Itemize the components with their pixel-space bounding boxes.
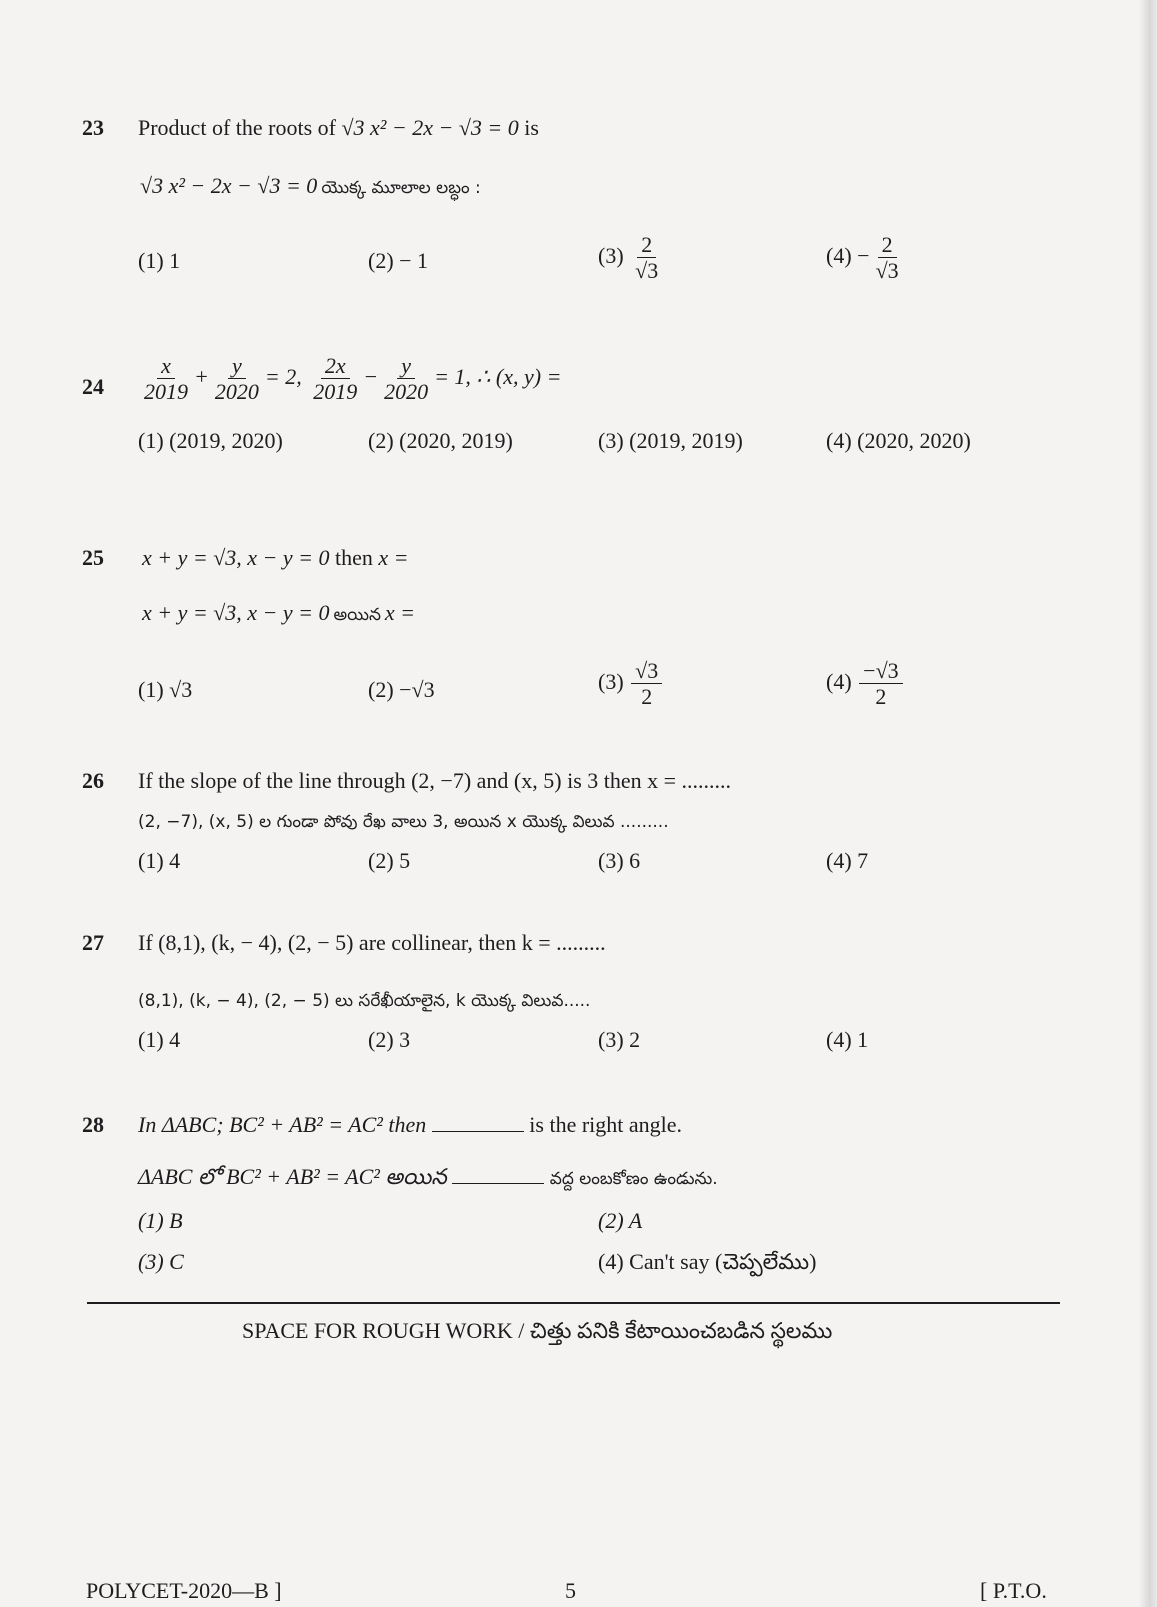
q25-option-2[interactable]: (2) −√3 — [368, 677, 435, 702]
question-27-text: If (8,1), (k, − 4), (2, − 5) are collinear, then k = ......... — [138, 930, 606, 955]
question-25-telugu — [142, 600, 415, 629]
q23-opt4-num: 2 — [878, 232, 897, 258]
q25-te-end: x = — [384, 600, 416, 625]
q24-f1-num: x — [157, 353, 175, 379]
q24-minus: − — [363, 363, 379, 389]
q26-option-1[interactable]: (1) 4 — [138, 848, 181, 873]
q28-option-1[interactable]: (1) B — [138, 1208, 183, 1233]
q28-option-3[interactable]: (3) C — [138, 1249, 184, 1274]
q23-option-4[interactable] — [826, 232, 905, 284]
page-edge-shadow — [1139, 0, 1157, 1607]
q28-en-post: is the right angle. — [529, 1112, 683, 1137]
q23-option-3[interactable] — [598, 232, 664, 284]
q25-te-text: అయిన — [333, 605, 381, 625]
q23-option-4-fraction — [872, 232, 903, 284]
q23-option-3-fraction — [631, 232, 662, 284]
q25-en-eq: x + y = √3, x − y = 0 — [142, 545, 330, 570]
q26-option-4[interactable]: (4) 7 — [826, 848, 869, 873]
footer-paper-code: POLYCET-2020—B ] — [86, 1578, 282, 1603]
question-23-text — [138, 115, 539, 141]
q24-eq2: = 1, ∴ (x, y) = — [434, 363, 562, 389]
q25-option-1[interactable]: (1) √3 — [138, 677, 193, 702]
q24-frac-2 — [211, 353, 263, 405]
q24-f3-num: 2x — [321, 353, 350, 379]
q23-opt3-den: √3 — [635, 258, 659, 284]
q23-te-text: యొక్క మూలాల లబ్ధం : — [321, 178, 481, 198]
q28-option-2[interactable]: (2) A — [598, 1208, 643, 1233]
q25-opt3-den: 2 — [641, 684, 653, 710]
question-number-27: 27 — [82, 930, 104, 955]
q24-option-1[interactable]: (1) (2019, 2020) — [138, 428, 283, 453]
footer-page-number: 5 — [565, 1578, 576, 1603]
q23-en-post: is — [524, 115, 539, 140]
q28-te-pre: ΔABC లో BC² + AB² = AC² అయిన — [138, 1164, 447, 1189]
question-28-telugu — [138, 1164, 718, 1195]
q25-option-3-fraction — [631, 658, 662, 710]
question-number-24: 24 — [82, 374, 104, 399]
q28-en-pre: In ΔABC; BC² + AB² = AC² then — [138, 1112, 427, 1137]
question-25-text — [142, 545, 409, 571]
rough-work-label: SPACE FOR ROUGH WORK / చిత్తు పనికి కేటాయించబడిన స్థలము — [242, 1318, 833, 1343]
question-26-telugu: (2, −7), (x, 5) ల గుండా పోవు రేఖ వాలు 3, అయిన x యొక్క విలువ ......... — [138, 812, 669, 832]
q23-en-pre: Product of the roots of — [138, 115, 336, 140]
q24-f2-num: y — [228, 353, 246, 379]
rough-work-divider — [87, 1302, 1060, 1304]
q25-te-eq: x + y = √3, x − y = 0 — [142, 600, 330, 625]
q23-option-1[interactable]: (1) 1 — [138, 248, 181, 273]
q25-opt3-num: √3 — [631, 658, 662, 684]
q24-frac-4 — [380, 353, 432, 405]
q27-option-4[interactable]: (4) 1 — [826, 1027, 869, 1052]
q25-option-4-fraction — [859, 658, 902, 710]
q23-en-eq: √3 x² − 2x − √3 = 0 — [341, 115, 519, 140]
question-26-text: If the slope of the line through (2, −7) and (x, 5) is 3 then x = ......... — [138, 768, 732, 793]
q27-option-3[interactable]: (3) 2 — [598, 1027, 641, 1052]
q23-opt3-num: 2 — [637, 232, 656, 258]
q25-option-3-label: (3) — [598, 668, 624, 694]
question-number-25: 25 — [82, 545, 104, 570]
q24-option-4[interactable]: (4) (2020, 2020) — [826, 428, 971, 453]
q25-option-3[interactable] — [598, 658, 664, 710]
question-23-telugu — [140, 173, 481, 202]
q25-opt4-den: 2 — [875, 684, 887, 710]
q23-opt4-den: √3 — [875, 258, 899, 284]
q25-option-4-label: (4) — [826, 668, 852, 694]
q24-f1-den: 2019 — [144, 379, 188, 405]
q27-option-2[interactable]: (2) 3 — [368, 1027, 411, 1052]
q24-eq1: = 2, — [264, 363, 302, 389]
q23-option-2[interactable]: (2) − 1 — [368, 248, 429, 273]
question-number-26: 26 — [82, 768, 104, 793]
q23-option-3-label: (3) — [598, 242, 624, 268]
q24-option-2[interactable]: (2) (2020, 2019) — [368, 428, 513, 453]
q24-frac-3 — [309, 353, 361, 405]
question-27-telugu: (8,1), (k, − 4), (2, − 5) లు సరేఖీయాలైన, k యొక్క విలువ..... — [138, 991, 591, 1011]
q23-opt4-sign: − — [857, 242, 870, 268]
q24-f3-den: 2019 — [313, 379, 358, 405]
q24-frac-1 — [140, 353, 192, 405]
q26-option-3[interactable]: (3) 6 — [598, 848, 641, 873]
q28-blank — [432, 1113, 524, 1132]
footer-pto: [ P.T.O. — [980, 1578, 1047, 1603]
question-number-28: 28 — [82, 1112, 104, 1137]
q23-te-eq: √3 x² − 2x − √3 = 0 — [140, 173, 318, 198]
question-number-23: 23 — [82, 115, 104, 140]
q24-f4-num: y — [397, 353, 415, 379]
q24-f2-den: 2020 — [214, 379, 259, 405]
q27-option-1[interactable]: (1) 4 — [138, 1027, 181, 1052]
q25-opt4-num: −√3 — [859, 658, 902, 684]
q25-en-end: x = — [378, 545, 409, 570]
q28-te-post: వద్ద లంబకోణం ఉండును. — [549, 1169, 718, 1189]
q28-option-4[interactable]: (4) Can't say (చెప్పలేము) — [598, 1249, 817, 1274]
q28-te-blank — [452, 1165, 544, 1184]
q24-option-3[interactable]: (3) (2019, 2019) — [598, 428, 743, 453]
question-24-equation — [138, 353, 561, 405]
q26-option-2[interactable]: (2) 5 — [368, 848, 411, 873]
q24-plus: + — [194, 363, 209, 389]
q24-f4-den: 2020 — [384, 379, 429, 405]
q23-option-4-label: (4) — [826, 242, 852, 268]
q25-en-text: then — [335, 545, 373, 570]
q25-option-4[interactable] — [826, 658, 905, 710]
question-28-text — [138, 1112, 682, 1138]
